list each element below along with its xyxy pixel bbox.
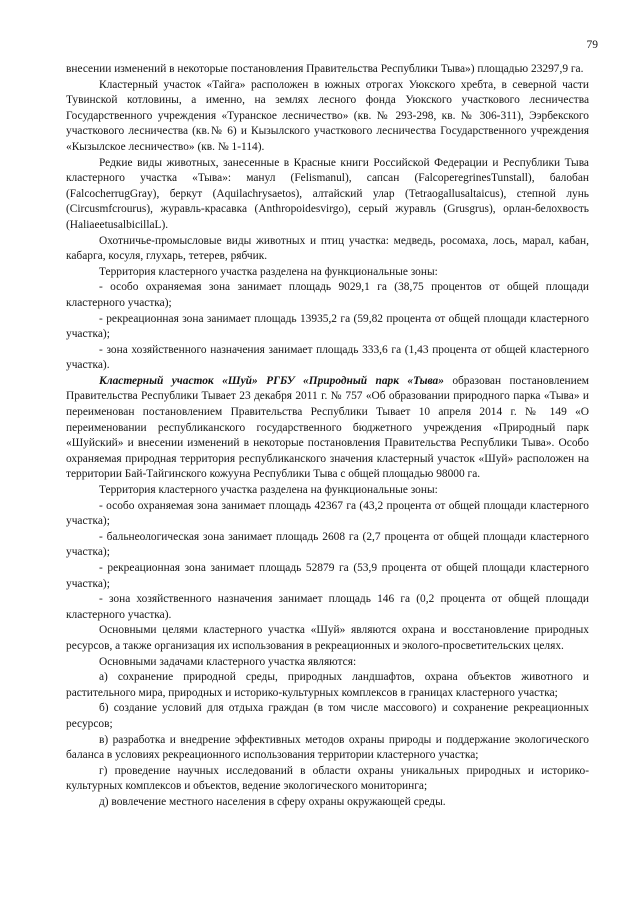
paragraph: Территория кластерного участка разделена на функциональные зоны: [99,484,438,497]
paragraph: внесении изменений в некоторые постановления Правительства Республики Тыва») площадью 23297,9 га. [66,63,584,75]
list-item: в) разработка и внедрение эффективных методов охраны природы и поддержание экологического баланса в условиях рекреационного использования территории кластерного участка; [66,733,589,762]
list-item: а) сохранение природной среды, природных ландшафтов, охрана объектов животного и растительного мира, природных и историко-культурных комплексов в границах кластерного участка; [66,671,589,699]
page-number: 79 [586,39,598,51]
list-item: - рекреационная зона занимает площадь 52879 га (53,9 процента от общей площади кластерного участка); [66,562,589,590]
paragraph: Основными целями кластерного участка «Шуй» являются охрана и восстановление природных ресурсов, а также организация их использования в рекреационных и эколого-просветительских целях. [66,624,589,652]
paragraph [66,374,589,483]
list-item: - зона хозяйственного назначения занимает площадь 146 га (0,2 процента от общей площади кластерного участка). [66,593,589,621]
list-item: - бальнеологическая зона занимает площадь 2608 га (2,7 процента от общей площади кластерного участка); [66,530,589,559]
section-heading: Кластерный участок «Шуй» РГБУ «Природный парк «Тыва» [99,374,444,387]
list-item: д) вовлечение местного населения в сферу охраны окружающей среды. [99,795,446,808]
paragraph: Основными задачами кластерного участка являются: [99,655,357,668]
list-item: б) создание условий для отдыха граждан (в том числе массового) и сохранение рекреационных ресурсов; [66,702,589,730]
list-item: - зона хозяйственного назначения занимает площадь 333,6 га (1,43 процента от общей кластерного участка). [66,343,589,372]
list-item: - особо охраняемая зона занимает площадь 42367 га (43,2 процента от общей площади кластерного участка); [66,499,589,528]
paragraph: Редкие виды животных, занесенные в Красные книги Российской Федерации и Республики Тыва кластерного участка «Тыва»: манул (Felismanul), сапсан (FalcoperegrinesTunstall), балобан (FalcocherrugGray), беркут (Aquilachrysaetos), алтайский улар (Tetraogallusaltaicus), степной лунь (Circusmfcrourus), журавль-красавка (Anthropoidesvirgo), серый журавль (Grusgrus), орлан-белохвость (HaliaeetusalbicillaL). [66,156,589,231]
paragraph: Кластерный участок «Тайга» расположен в южных отрогах Уюкского хребта, в северной части Тувинской котловины, а именно, на землях лесного фонда Уюкского участкового лесничества Государственного учреждения «Туранское лесничество» (кв. № 293-298, кв. № 306-311), Ээрбекского участкового лесничества (кв.№ 6) и Кызылского участкового лесничества Государственного учреждения «Кызылское лесничество» (кв. № 1-114). [66,78,589,153]
paragraph-text: образован постановлением Правительства Республики Тывает 23 декабря 2011 г. № 757 «Об образовании природного парка «Тыва» и переименован постановлением Правительства Республики Тывает 10 апреля 2014 г. № 149 «О переименовании республиканского государственного бюджетного учреждения «Природный парк «Шуйский» и внесении изменений в некоторые постановления Правительства Республики Тыва». Особо охраняемая природная территория республиканского значения кластерный участок «Шуй» расположен на территории Бай-Тайгинского кожууна Республики Тыва с общей площадью 98000 га. [66,374,589,481]
list-item: - рекреационная зона занимает площадь 13935,2 га (59,82 процента от общей площади кластерного участка); [66,312,589,341]
list-item: - особо охраняемая зона занимает площадь 9029,1 га (38,75 процентов от общей площади кластерного участка); [66,281,589,309]
document-body [66,62,589,811]
list-item: г) проведение научных исследований в области охраны уникальных природных и историко-культурных комплексов и объектов, ведение экологического мониторинга; [66,764,589,793]
paragraph: Охотничье-промысловые виды животных и птиц участка: медведь, росомаха, лось, марал, кабан, кабарга, косуля, глухарь, тетерев, рябчик. [66,234,589,263]
paragraph: Территория кластерного участка разделена на функциональные зоны: [99,265,438,278]
